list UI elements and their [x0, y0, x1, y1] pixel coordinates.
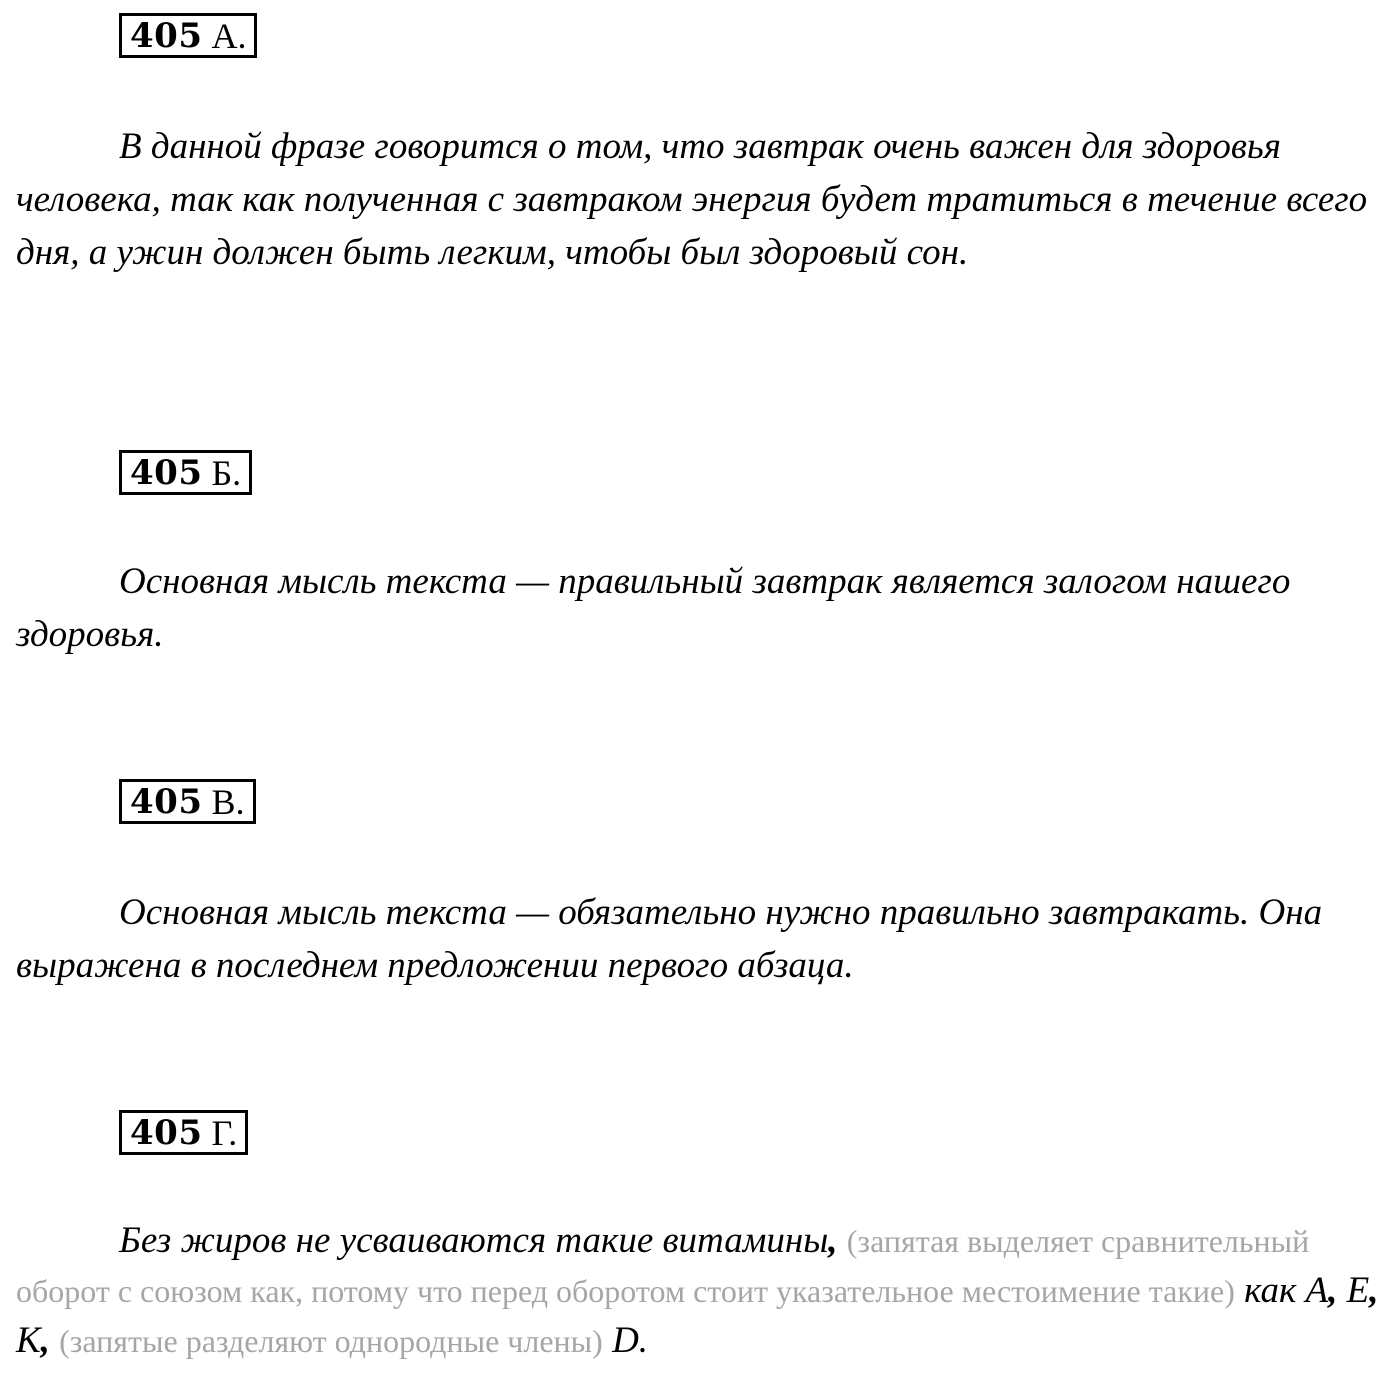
- exercise-letter: В.: [211, 781, 245, 822]
- exercise-letter: Б.: [211, 452, 242, 493]
- exercise-letter: А.: [211, 15, 247, 56]
- grammar-note: (запятые разделяют однородные члены): [59, 1323, 603, 1359]
- sentence-part: Без жиров не усваиваются такие витамины: [119, 1220, 829, 1261]
- exercise-number: 405: [130, 781, 203, 822]
- exercise-number: 405: [130, 1112, 203, 1153]
- comma-mark: ,: [40, 1320, 50, 1361]
- comma-mark: ,: [1369, 1270, 1379, 1311]
- answer-paragraph-v: Основная мысль текста — обязательно нужно правильно завтракать. Она выражена в последнем предложении первого абзаца.: [16, 892, 1323, 986]
- sentence-part: как А: [1244, 1270, 1329, 1311]
- sentence-part: Е: [1346, 1270, 1370, 1311]
- exercise-label-v: [119, 779, 256, 824]
- answer-paragraph-g: [16, 1216, 1386, 1366]
- comma-mark: ,: [828, 1220, 838, 1261]
- exercise-number: 405: [130, 452, 203, 493]
- exercise-label-g: [119, 1110, 248, 1155]
- exercise-number: 405: [130, 15, 203, 56]
- comma-mark: ,: [1328, 1270, 1338, 1311]
- answer-paragraph-b: Основная мысль текста — правильный завтрак является залогом нашего здоровья.: [16, 561, 1291, 655]
- exercise-letter: Г.: [211, 1112, 238, 1153]
- sentence-part: К: [16, 1320, 41, 1361]
- exercise-label-a: [119, 13, 257, 58]
- sentence-part: D.: [612, 1320, 649, 1361]
- grammar-note: (запятая выделяет сравнительный оборот с союзом как, потому что перед оборотом стоит указательное местоимение такие): [16, 1223, 1310, 1309]
- answer-paragraph-a: В данной фразе говорится о том, что завтрак очень важен для здоровья человека, так как полученная с завтраком энергия будет тратиться в течение всего дня, а ужин должен быть легким, чтобы был здоровый сон.: [16, 126, 1368, 273]
- exercise-label-b: [119, 450, 252, 495]
